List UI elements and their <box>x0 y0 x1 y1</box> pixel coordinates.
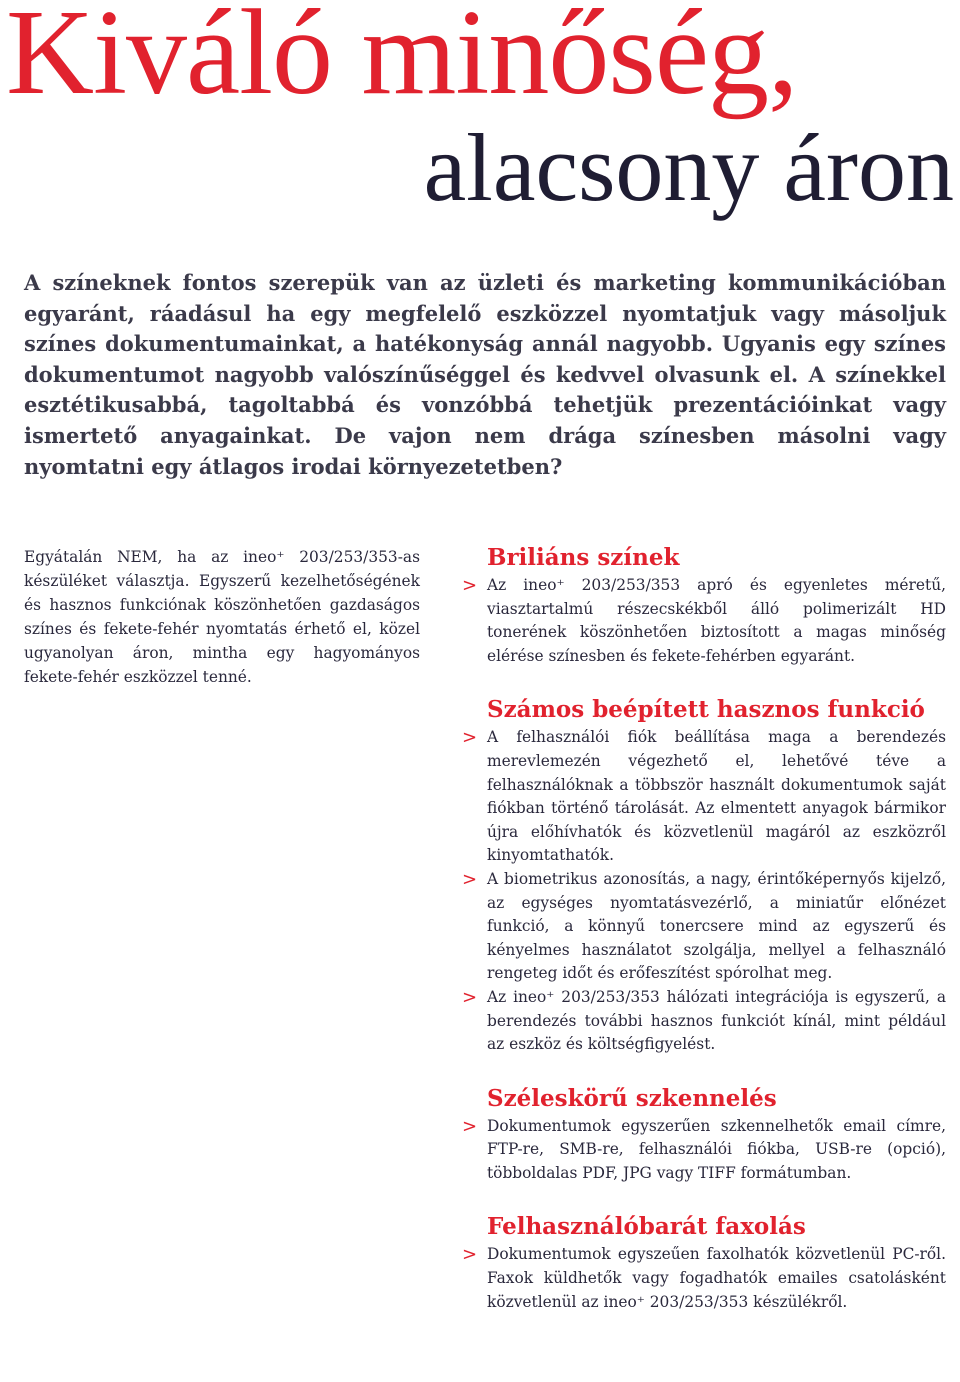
bullet-item <box>462 1243 946 1314</box>
bullet-text: Dokumentumok egyszerűen szkennelhetők email címre, FTP-re, SMB-re, felhasználói fiókba, USB-re (opció), többoldalas PDF, JPG vagy TIFF formátumban. <box>487 1116 946 1182</box>
feature-section-built-in-functions <box>462 694 946 1056</box>
title-line-2: alacsony áron <box>423 114 954 221</box>
left-column-paragraph: Egyátalán NEM, ha az ineo⁺ 203/253/353-as készüléket választja. Egyszerű kezelhetőségének és hasznos funkciónak köszönhetően gazdaságos színes és fekete-fehér nyomtatás érhető el, közel ugyanolyan áron, mintha egy hagyományos fekete-fehér eszközzel tenné. <box>24 548 420 686</box>
bullet-text: Az ineo⁺ 203/253/353 hálózati integrációja is egyszerű, a berendezés további hasznos funkciót kínál, mint például az eszköz és költségfigyelést. <box>487 987 946 1054</box>
chevron-right-icon: > <box>462 1115 478 1137</box>
bullet-item <box>462 1115 946 1186</box>
feature-section-scanning <box>462 1083 946 1186</box>
section-heading: Széleskörű szkennelés <box>487 1084 777 1112</box>
feature-list <box>462 542 946 1340</box>
bullet-item <box>462 726 946 868</box>
bullet-text: A biometrikus azonosítás, a nagy, érintőképernyős kijelző, az egységes nyomtatásvezérlő, a miniatűr előnézet funkció, a könnyű tonercsere mind az egyszerű és kényelmes használatot szolgálja, mellyel a felhasználó rengeteg időt és erőfeszítést spórolhat meg. <box>487 869 946 983</box>
bullet-text: A felhasználói fiók beállítása maga a berendezés merevlemezén végezhető el, lehetővé téve a felhasználóknak a többször használt dokumentumok saját fiókban történő tárolását. Az elmentett anyagok bármikor újra előhívhatók és közvetlenül magáról az eszközről kinyomtathatók. <box>487 728 946 865</box>
chevron-right-icon: > <box>462 727 478 749</box>
bullet-text: Az ineo⁺ 203/253/353 apró és egyenletes méretű, viasztartalmú részecskékből álló polimerizált HD tonerének köszönhetően biztosított a magas minőség elérése színesben és fekete-fehérben egyaránt. <box>487 576 946 665</box>
bullet-item <box>462 986 946 1057</box>
intro-paragraph: A színeknek fontos szerepük van az üzleti és marketing kommunikációban egyaránt, ráadásul ha egy megfelelő eszközzel nyomtatjuk vagy másoljuk színes dokumentumainkat, a hatékonyság annál nagyobb. Ugyanis egy színes dokumentumot nagyobb valószínűséggel és kedvvel olvasunk el. A színekkel esztétikusabbá, tagoltabbá és vonzóbbá tehetjük prezentációinkat vagy ismertető anyagainkat. De vajon nem drága színesben másolni vagy nyomtatni egy átlagos irodai környezetetben? <box>24 270 946 479</box>
section-heading: Felhasználóbarát faxolás <box>487 1213 806 1241</box>
bullet-item <box>462 574 946 668</box>
section-heading: Briliáns színek <box>487 544 680 571</box>
chevron-right-icon: > <box>462 868 478 890</box>
feature-section-brilliant-colors <box>462 542 946 668</box>
chevron-right-icon: > <box>462 575 478 596</box>
chevron-right-icon: > <box>462 986 478 1008</box>
section-heading: Számos beépített hasznos funkció <box>487 696 925 724</box>
title-line-1: Kiváló minőség, <box>6 0 798 120</box>
bullet-item <box>462 868 946 986</box>
chevron-right-icon: > <box>462 1244 478 1266</box>
bullet-text: Dokumentumok egyszeűen faxolhatók közvetlenül PC-ről. Faxok küldhetők vagy fogadhatók emailes csatolásként közvetlenül az ineo⁺ 203/253/353 készülékről. <box>487 1245 946 1311</box>
feature-section-faxing <box>462 1211 946 1314</box>
